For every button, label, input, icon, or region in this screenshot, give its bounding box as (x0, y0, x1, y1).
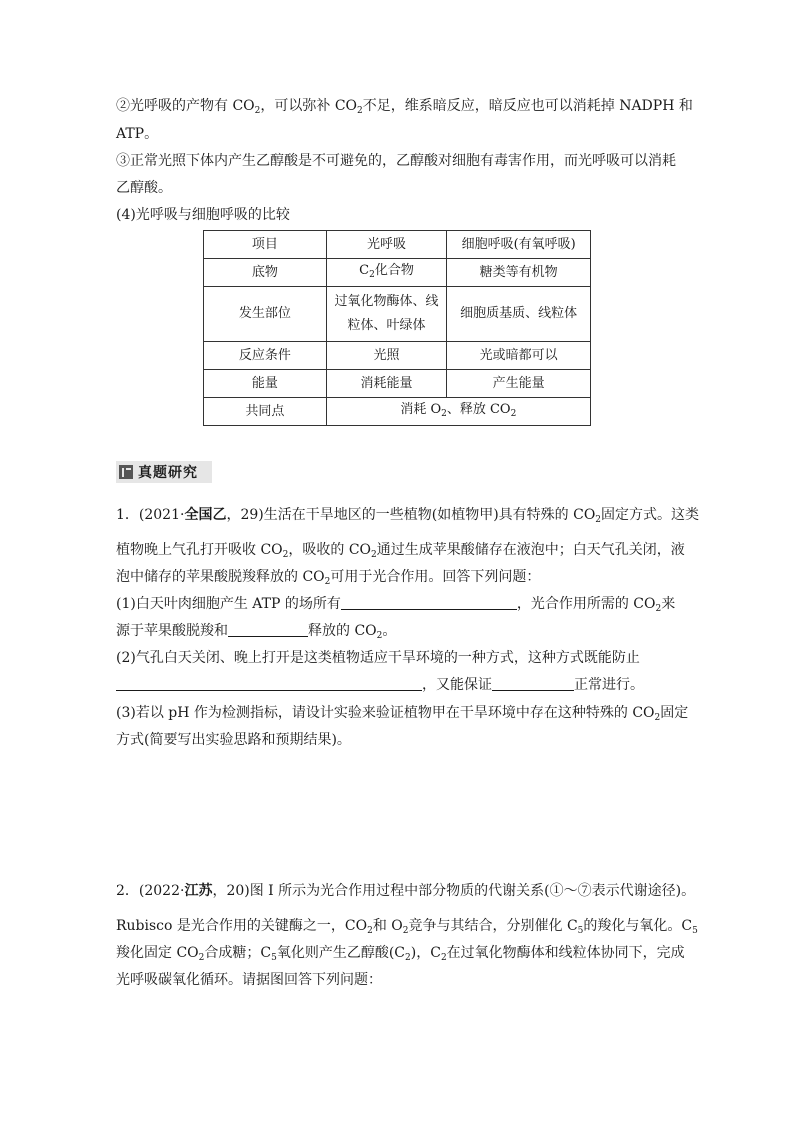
table-cell: 产生能量 (447, 370, 591, 398)
table-cell (326, 287, 447, 342)
text: 正常进行。 (574, 677, 644, 693)
text: 氧化则产生乙醇酸(C (276, 945, 406, 961)
text: 释放的 CO (308, 623, 377, 639)
text: 羧化固定 CO (116, 945, 199, 961)
subscript: 2 (367, 926, 373, 936)
table-row (204, 370, 591, 398)
answer-blank[interactable] (492, 676, 574, 691)
text: 固定方式。这类 (601, 507, 700, 523)
q2-line4: 光呼吸碳氧化循环。请据图回答下列问题： (116, 972, 382, 988)
q2-line3 (116, 943, 685, 968)
subscript: 5 (692, 926, 698, 936)
text: 化合物 (374, 262, 414, 278)
subscript: 2 (655, 604, 662, 614)
table-cell: 光照 (326, 342, 447, 370)
text: ②光呼吸的产物有 CO (116, 98, 255, 114)
text: 、释放 CO (446, 401, 511, 417)
q1-part1-line1 (116, 594, 675, 619)
text: (3)若以 pH 作为检测指标，请设计实验来验证植物甲在干旱环境中存在这种特殊的 CO (116, 705, 655, 721)
comparison-table (203, 230, 591, 426)
q1-part3-line2: 方式(简要写出实验思路和预期结果)。 (116, 732, 351, 748)
subscript: 2 (595, 515, 602, 525)
subscript: 2 (357, 106, 363, 116)
row-label: 能量 (204, 370, 327, 398)
header-cell: 项目 (204, 231, 327, 259)
subscript: 2 (376, 631, 383, 641)
table-cell (326, 259, 447, 287)
text: ，20)图 I 所示为光合作用过程中部分物质的代谢关系(①～⑦表示代谢途径)。 (212, 883, 696, 899)
subscript: 2 (441, 408, 447, 419)
subscript: 2 (402, 926, 409, 936)
text: 可用于光合作用。回答下列问题： (330, 569, 541, 585)
subscript: 2 (254, 106, 261, 116)
text: ，光合作用所需的 CO (516, 596, 656, 612)
row-label: 发生部位 (204, 287, 327, 342)
text: 泡中储存的苹果酸脱羧释放的 CO (116, 569, 325, 585)
source-region: 江苏 (184, 883, 213, 899)
text: 。 (382, 623, 397, 639)
text: 源于苹果酸脱羧和 (116, 623, 228, 639)
text: 不足，维系暗反应，暗反应也可以消耗掉 NADPH 和 (362, 98, 693, 114)
q2-line1 (116, 881, 695, 901)
text: Rubisco 是光合作用的关键酶之一，CO (116, 918, 368, 934)
q1-line2 (116, 540, 685, 565)
answer-blank[interactable] (341, 595, 517, 610)
table-row (204, 259, 591, 287)
subscript: 2 (371, 550, 377, 560)
row-label: 反应条件 (204, 342, 327, 370)
subscript: 5 (577, 926, 584, 936)
text: 合成糖；C (204, 945, 272, 961)
table-cell: 消耗能量 (326, 370, 447, 398)
text: ，29)生活在干旱地区的一些植物(如植物甲)具有特殊的 CO (226, 507, 596, 523)
text: 2．(2022· (116, 883, 185, 899)
text: C (359, 262, 370, 278)
row-label: 底物 (204, 259, 327, 287)
q1-part2-line2 (116, 675, 644, 695)
table-cell (326, 398, 590, 426)
q1-line3 (116, 567, 540, 592)
subscript: 2 (198, 953, 205, 963)
text: 1．(2021· (116, 507, 185, 523)
subscript: 2 (510, 408, 517, 419)
text: 固定 (660, 705, 689, 721)
text: 粒体、叶绿体 (347, 318, 426, 333)
text: 来 (661, 596, 676, 612)
q1-part1-line2 (116, 621, 396, 646)
item3-line2: 乙醇酸。 (116, 180, 172, 196)
subscript: 2 (324, 577, 331, 587)
section-icon (119, 465, 133, 479)
table-row (204, 231, 591, 259)
text: ，吸收的 CO (288, 542, 372, 558)
text: 和 O (372, 918, 403, 934)
subscript: 2 (369, 269, 375, 280)
text: 的羧化与氧化。C (583, 918, 693, 934)
text: 在过氧化物酶体和线粒体协同下，完成 (446, 945, 685, 961)
q1-part2-line1: (2)气孔白天关闭、晚上打开是这类植物适应干旱环境的一种方式，这种方式既能防止 (116, 650, 640, 666)
section-header (116, 461, 212, 483)
source-region: 全国乙 (184, 507, 227, 523)
item2-line2: ATP。 (116, 126, 159, 142)
text: 过氧化物酶体、线 (334, 294, 439, 309)
subscript: 2 (282, 550, 289, 560)
subscript: 2 (405, 953, 411, 963)
table-cell: 糖类等有机物 (447, 259, 591, 287)
item3-line1: ③正常光照下体内产生乙醇酸是不可避免的，乙醇酸对细胞有毒害作用，而光呼吸可以消耗 (116, 153, 676, 169)
answer-blank[interactable] (116, 676, 422, 691)
text: 竞争与其结合，分别催化 C (408, 918, 578, 934)
item4-heading: (4)光呼吸与细胞呼吸的比较 (116, 207, 290, 223)
text: 植物晚上气孔打开吸收 CO (116, 542, 283, 558)
q2-line2 (116, 916, 698, 941)
q1-part3-line1 (116, 703, 688, 728)
header-cell: 光呼吸 (326, 231, 447, 259)
text: ，可以弥补 CO (260, 98, 358, 114)
table-row (204, 287, 591, 342)
q1-line1 (116, 505, 699, 530)
table-row (204, 342, 591, 370)
text: (1)白天叶肉细胞产生 ATP 的场所有 (116, 596, 341, 612)
subscript: 2 (440, 953, 447, 963)
row-label: 共同点 (204, 398, 327, 426)
item2-line1 (116, 96, 693, 121)
subscript: 5 (271, 953, 277, 963)
text: 消耗 O (400, 401, 442, 417)
header-cell: 细胞呼吸(有氧呼吸) (447, 231, 591, 259)
table-cell: 细胞质基质、线粒体 (447, 287, 591, 342)
subscript: 2 (654, 713, 661, 723)
section-title: 真题研究 (138, 465, 198, 481)
answer-blank[interactable] (228, 622, 308, 637)
text: )，C (410, 945, 441, 961)
table-cell: 光或暗都可以 (447, 342, 591, 370)
text: ，又能保证 (422, 677, 492, 693)
text: 通过生成苹果酸储存在液泡中；白天气孔关闭，液 (376, 542, 685, 558)
table-row (204, 398, 591, 426)
